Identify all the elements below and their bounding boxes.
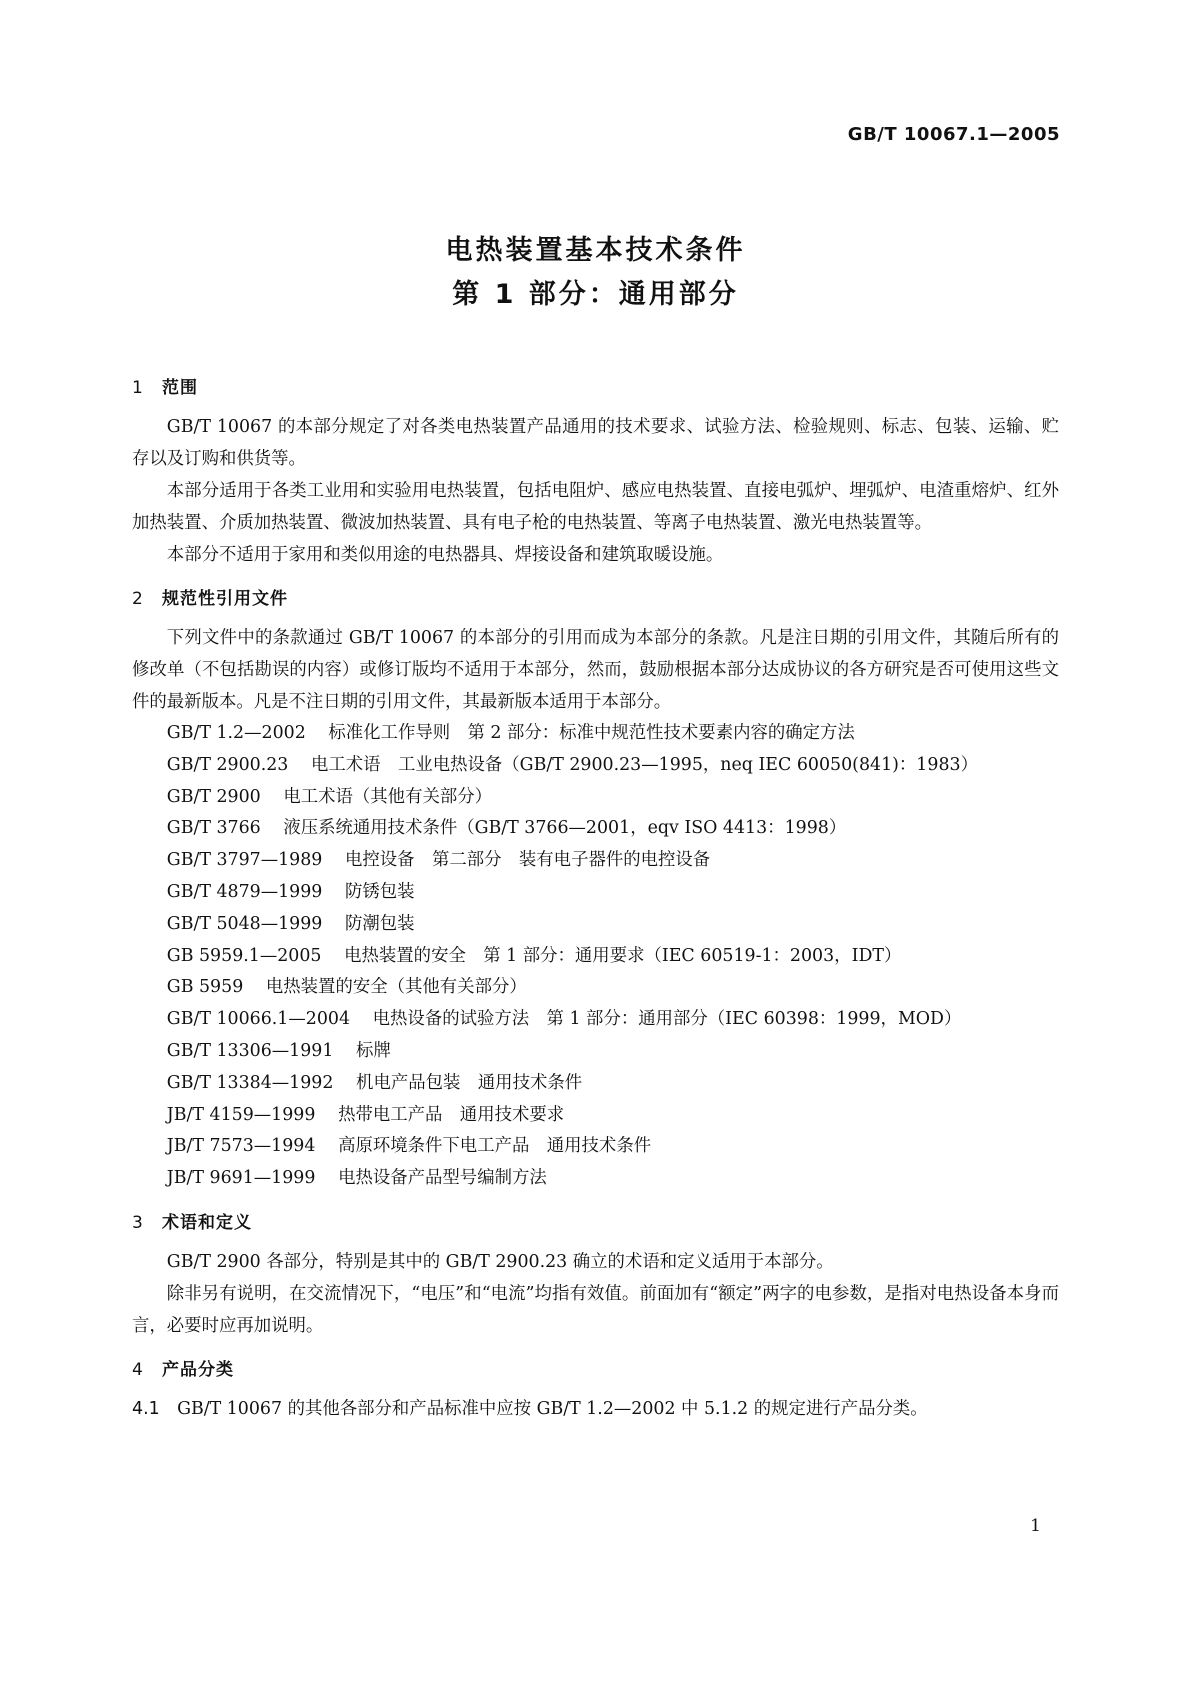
- reference-code: GB/T 2900.23: [166, 754, 289, 775]
- document-body: [132, 373, 1059, 1425]
- reference-title: 防锈包装: [344, 881, 415, 902]
- normative-reference-list: [132, 718, 1059, 1195]
- reference-title: 液压系统通用技术条件（GB/T 3766—2001，eqv ISO 4413：1998）: [283, 818, 847, 839]
- reference-item: [132, 1036, 1059, 1068]
- document-subtitle: 第 1 部分：通用部分: [452, 279, 739, 310]
- paragraph: 本部分不适用于家用和类似用途的电热器具、焊接设备和建筑取暖设施。: [166, 545, 724, 565]
- section-title: 产品分类: [162, 1359, 234, 1380]
- reference-item: [132, 1100, 1059, 1132]
- paragraph: GB/T 2900 各部分，特别是其中的 GB/T 2900.23 确立的术语和定义适用于本部分。: [166, 1251, 834, 1272]
- reference-item: [132, 941, 1059, 973]
- reference-title: 电热设备的试验方法 第 1 部分：通用部分（IEC 60398：1999，MOD）: [372, 1009, 962, 1030]
- clause-text: GB/T 10067 的其他各部分和产品标准中应按 GB/T 1.2—2002 中 5.1.2 的规定进行产品分类。: [177, 1398, 928, 1419]
- reference-title: 电热装置的安全（其他有关部分）: [265, 977, 527, 998]
- clause-4-1: [132, 1393, 1059, 1425]
- paragraph: 本部分适用于各类工业用和实验用电热装置，包括电阻炉、感应电热装置、直接电弧炉、埋弧炉、电渣重熔炉、红外加热装置、介质加热装置、微波加热装置、具有电子枪的电热装置、等离子电热装置、激光电热装置等。: [132, 481, 1059, 533]
- document-code: GB/T 10067.1—2005: [847, 124, 1060, 145]
- reference-code: JB/T 4159—1999: [166, 1104, 316, 1125]
- reference-item: [132, 877, 1059, 909]
- reference-item: [132, 750, 1059, 782]
- reference-item: [132, 1004, 1059, 1036]
- reference-code: GB/T 3766: [166, 818, 261, 839]
- reference-code: GB/T 13306—1991: [166, 1040, 334, 1061]
- section-title: 术语和定义: [162, 1212, 252, 1233]
- reference-code: GB/T 3797—1989: [166, 850, 323, 871]
- reference-item: [132, 782, 1059, 814]
- section-number: 3: [132, 1212, 144, 1233]
- reference-title: 电控设备 第二部分 装有电子器件的电控设备: [344, 850, 711, 871]
- page-number: 1: [1030, 1516, 1041, 1536]
- section-2-heading: [132, 584, 1059, 614]
- reference-item: [132, 1131, 1059, 1163]
- section-3-heading: [132, 1208, 1059, 1238]
- clause-number: 4.1: [132, 1398, 160, 1419]
- paragraph: 除非另有说明，在交流情况下，“电压”和“电流”均指有效值。前面加有“额定”两字的电参数，是指对电热设备本身而言，必要时应再加说明。: [132, 1283, 1059, 1336]
- reference-code: GB 5959.1—2005: [166, 945, 322, 966]
- reference-code: GB/T 13384—1992: [166, 1072, 334, 1093]
- reference-title: 防潮包装: [344, 913, 415, 934]
- reference-code: GB/T 2900: [166, 786, 261, 807]
- reference-title: 高原环境条件下电工产品 通用技术条件: [338, 1136, 652, 1157]
- reference-title: 电工术语（其他有关部分）: [283, 786, 493, 807]
- reference-code: GB/T 1.2—2002: [166, 723, 306, 743]
- reference-code: GB/T 5048—1999: [166, 913, 323, 934]
- reference-code: GB/T 10066.1—2004: [166, 1009, 351, 1030]
- section-4-heading: [132, 1355, 1059, 1385]
- reference-title: 机电产品包装 通用技术条件: [356, 1072, 583, 1093]
- reference-item: [132, 718, 1059, 750]
- document-title: 电热装置基本技术条件: [445, 235, 746, 266]
- reference-title: 电热设备产品型号编制方法: [338, 1168, 547, 1189]
- reference-title: 标准化工作导则 第 2 部分：标准中规范性技术要素内容的确定方法: [328, 723, 855, 743]
- reference-title: 热带电工产品 通用技术要求: [338, 1104, 565, 1125]
- section-number: 2: [132, 589, 144, 609]
- reference-code: GB 5959: [166, 977, 244, 998]
- reference-title: 标牌: [356, 1040, 391, 1061]
- reference-code: JB/T 9691—1999: [166, 1168, 316, 1189]
- reference-item: [132, 813, 1059, 845]
- reference-item: [132, 972, 1059, 1004]
- section-number: 1: [132, 378, 144, 398]
- paragraph: GB/T 10067 的本部分规定了对各类电热装置产品通用的技术要求、试验方法、检验规则、标志、包装、运输、贮存以及订购和供货等。: [132, 417, 1059, 469]
- section-number: 4: [132, 1359, 144, 1380]
- reference-title: 电工术语 工业电热设备（GB/T 2900.23—1995，neq IEC 60050(841)：1983）: [310, 754, 978, 775]
- section-title: 规范性引用文件: [162, 589, 288, 609]
- reference-item: [132, 909, 1059, 941]
- section-1-heading: [132, 373, 1059, 403]
- reference-item: [132, 1163, 1059, 1195]
- section-title: 范围: [162, 378, 198, 398]
- reference-code: GB/T 4879—1999: [166, 881, 323, 902]
- reference-code: JB/T 7573—1994: [166, 1136, 316, 1157]
- reference-item: [132, 845, 1059, 877]
- reference-title: 电热装置的安全 第 1 部分：通用要求（IEC 60519-1：2003，IDT）: [344, 945, 902, 966]
- paragraph: 下列文件中的条款通过 GB/T 10067 的本部分的引用而成为本部分的条款。凡是注日期的引用文件，其随后所有的修改单（不包括勘误的内容）或修订版均不适用于本部分，然而，鼓励根据本部分达成协议的各方研究是否可使用这些文件的最新版本。凡是不注日期的引用文件，其最新版本适用于本部分。: [132, 628, 1059, 712]
- reference-item: [132, 1068, 1059, 1100]
